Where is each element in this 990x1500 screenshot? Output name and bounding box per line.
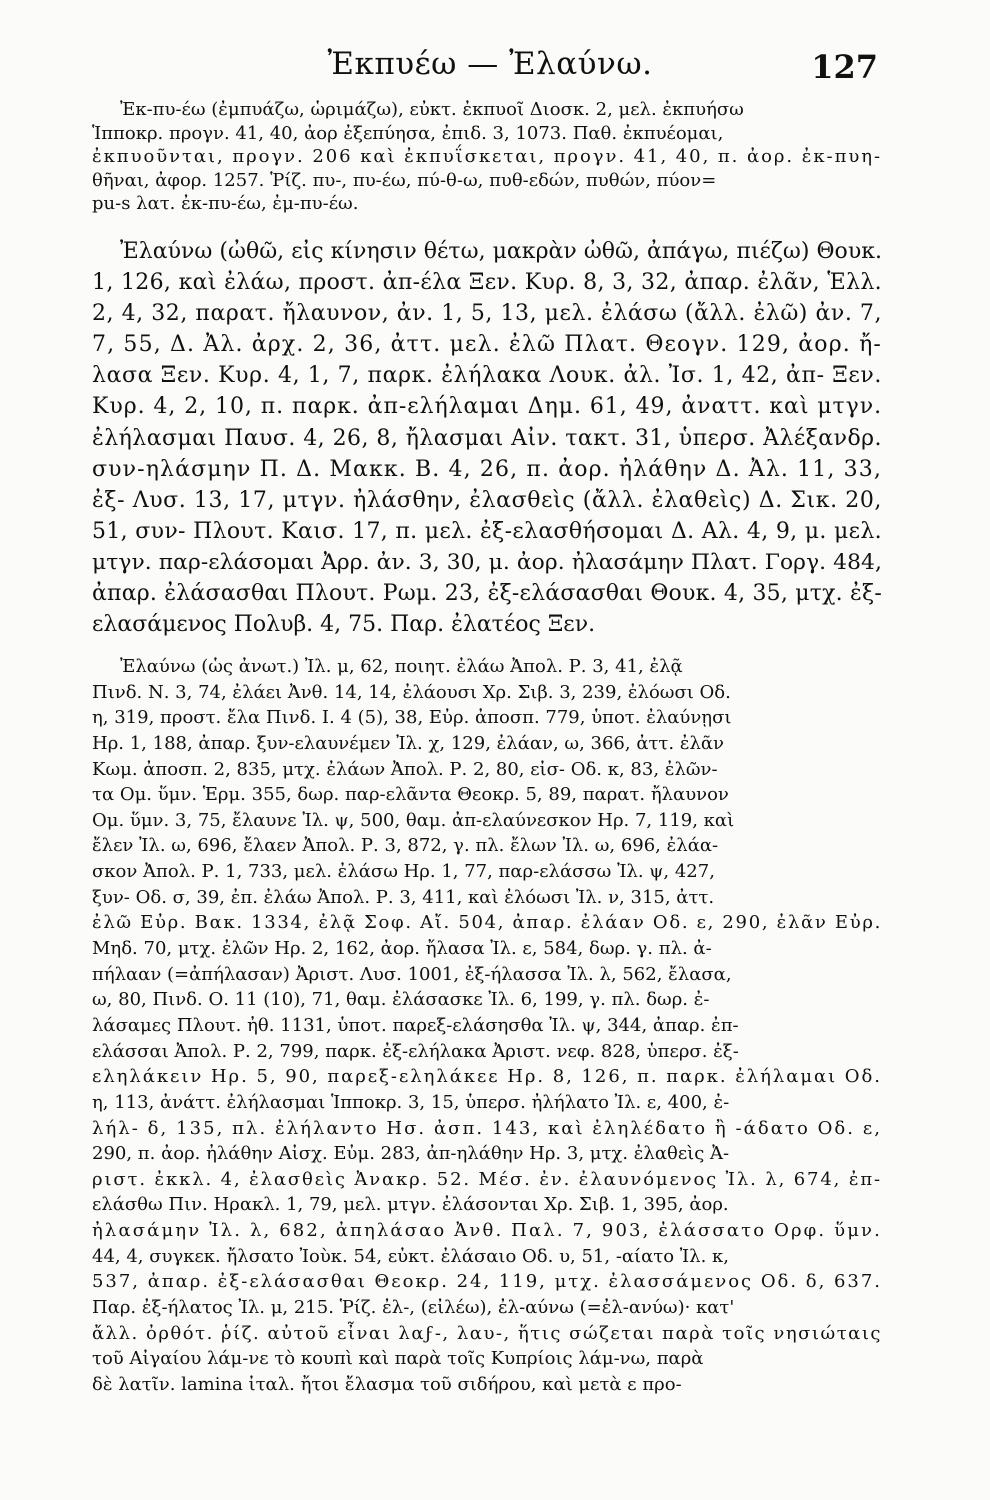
text-line: η, 319, προστ. ἔλα Πινδ. Ι. 4 (5), 38, Εὐρ. ἀποσπ. 779, ὑποτ. ἐλαύνῃσι bbox=[92, 707, 732, 729]
text-line: ξυν- Οδ. σ, 39, ἐπ. ἐλάω Ἀπολ. Ρ. 3, 411, καὶ ἐλόωσι Ἰλ. ν, 315, ἀττ. bbox=[92, 886, 715, 908]
text-line: ἐξ- Λυσ. 13, 17, μτγν. ἠλάσθην, ἐλασθεὶς (ἄλλ. ἐλαθεὶς) Δ. Σικ. 20, bbox=[92, 487, 882, 513]
text-line: 1, 126, καὶ ἐλάω, προστ. ἀπ-έλα Ξεν. Κυρ. 8, 3, 32, ἀπαρ. ἐλᾶν, Ἑλλ. bbox=[92, 270, 882, 296]
text-line: λασα Ξεν. Κυρ. 4, 1, 7, παρκ. ἐλήλακα Λουκ. ἀλ. Ἰσ. 1, 42, ἀπ- Ξεν. bbox=[92, 363, 882, 389]
text-line: ω, 80, Πινδ. Ο. 11 (10), 71, θαμ. ἐλάσασκε Ἰλ. 6, 199, γ. πλ. δωρ. ἐ- bbox=[92, 989, 710, 1011]
text-line: 7, 55, Δ. Ἀλ. ἀρχ. 2, 36, ἀττ. μελ. ἐλῶ Πλατ. Θεογν. 129, ἀορ. ἤ- bbox=[92, 332, 882, 358]
text-line: 290, π. ἀορ. ἠλάθην Αἰσχ. Εὐμ. 283, ἀπ-ηλάθην Ηρ. 3, μτχ. ἐλαθεὶς Ἀ- bbox=[92, 1143, 730, 1165]
text-line: Ηρ. 1, 188, ἀπαρ. ξυν-ελαυνέμεν Ἰλ. χ, 129, ἐλάαν, ω, 366, ἀττ. ἐλᾶν bbox=[92, 732, 724, 754]
text-line: τα Ομ. ὕμν. Ἑρμ. 355, δωρ. παρ-ελᾶντα Θεοκρ. 5, 89, παρατ. ἤλαυνον bbox=[92, 784, 729, 806]
text-line: μτγν. παρ-ελάσομαι Ἀρρ. ἀν. 3, 30, μ. ἀορ. ἠλασάμην Πλατ. Γοργ. 484, bbox=[92, 549, 882, 575]
text-line: ελάσσαι Ἀπολ. Ρ. 2, 799, παρκ. ἐξ-ελήλακα Ἀριστ. νεφ. 828, ὑπερσ. ἐξ- bbox=[92, 1040, 739, 1062]
text-line: ἄλλ. ὀρθότ. ῥίζ. αὐτοῦ εἶναι λαϝ-, λαυ-, ἥτις σώζεται παρὰ τοῖς νησιώταις bbox=[92, 1322, 882, 1344]
text-line: η, 113, ἀνάττ. ἐλήλασμαι Ἱπποκρ. 3, 15, ὑπερσ. ἠλήλατο Ἰλ. ε, 400, ἐ- bbox=[92, 1091, 730, 1113]
text-line: σκον Ἀπολ. Ρ. 1, 733, μελ. ἐλάσω Ηρ. 1, 77, παρ-ελάσσω Ἰλ. ψ, 427, bbox=[92, 861, 715, 883]
text-line: Ἐλαύνω (ὡς ἀνωτ.) Ἰλ. μ, 62, ποιητ. ἐλάω Ἀπολ. Ρ. 3, 41, ἐλᾷ bbox=[120, 656, 683, 677]
text-line: λήλ- δ, 135, πλ. ἐλήλαντο Ησ. ἀσπ. 143, καὶ ἐληλέδατο ἢ -άδατο Οδ. ε, bbox=[92, 1117, 882, 1139]
text-line: ἐλῶ Εὐρ. Βακ. 1334, ἐλᾷ Σοφ. Αἴ. 504, ἀπαρ. ἐλάαν Οδ. ε, 290, ἐλᾶν Εὐρ. bbox=[92, 912, 882, 934]
text-line: Ομ. ὕμν. 3, 75, ἔλαυνε Ἰλ. ψ, 500, θαμ. ἀπ-ελαύνεσκον Ηρ. 7, 119, καὶ bbox=[92, 809, 735, 831]
text-line: ελάσθω Πιν. Ηρακλ. 1, 79, μελ. μτγν. ἐλάσονται Χρ. Σιβ. 1, 395, ἀορ. bbox=[92, 1194, 729, 1216]
text-line: ἠλασάμην Ἰλ. λ, 682, ἀπηλάσαο Ἀνθ. Παλ. 7, 903, ἐλάσσατο Ορφ. ὕμν. bbox=[92, 1220, 882, 1242]
text-line: θῆναι, ἀφορ. 1257. Ῥίζ. πυ-, πυ-έω, πύ-θ-ω, πυθ-εδών, πυθών, πύον= bbox=[92, 169, 717, 191]
page-number: 127 bbox=[811, 48, 878, 86]
text-line: Ἐκ-πυ-έω (ἐμπυάζω, ὡριμάζω), εὐκτ. ἐκπυοῖ Διοσκ. 2, μελ. ἐκπυήσω bbox=[120, 99, 744, 120]
page-header bbox=[0, 46, 990, 96]
text-line: ἐλήλασμαι Παυσ. 4, 26, 8, ἤλασμαι Αἰν. τακτ. 31, ὑπερσ. Ἀλέξανδρ. bbox=[92, 425, 882, 451]
text-line: δὲ λατῖν. lamina ἰταλ. ἤτοι ἔλασμα τοῦ σιδήρου, καὶ μετὰ ε προ- bbox=[92, 1373, 682, 1395]
text-line: ἔλεν Ἰλ. ω, 696, ἔλαεν Ἀπολ. Ρ. 3, 872, γ. πλ. ἔλων Ἰλ. ω, 696, ἐλάα- bbox=[92, 835, 719, 857]
text-line: Μηδ. 70, μτχ. ἐλῶν Ηρ. 2, 162, ἀορ. ἤλασα Ἰλ. ε, 584, δωρ. γ. πλ. ἀ- bbox=[92, 938, 712, 960]
text-line: 44, 4, συγκεκ. ἤλσατο Ἰοὺκ. 54, εὐκτ. ἐλάσαιο Οδ. υ, 51, -αίατο Ἰλ. κ, bbox=[92, 1245, 729, 1267]
text-line: ριστ. ἐκκλ. 4, ἐλασθεὶς Ἀνακρ. 52. Μέσ. ἐν. ἐλαυνόμενος Ἰλ. λ, 674, ἐπ- bbox=[92, 1168, 882, 1190]
text-line: 537, ἀπαρ. ἐξ-ελάσασθαι Θεοκρ. 24, 119, μτχ. ἐλασσάμενος Οδ. δ, 637. bbox=[92, 1271, 882, 1293]
entry-ekpyeo bbox=[92, 98, 882, 216]
text-line: ἀπαρ. ἐλάσασθαι Πλουτ. Ρωμ. 23, ἐξ-ελάσασθαι Θουκ. 4, 35, μτχ. ἐξ- bbox=[92, 581, 882, 607]
text-line: Πινδ. Ν. 3, 74, ἐλάει Ἀνθ. 14, 14, ἐλάουσι Χρ. Σιβ. 3, 239, ἐλόωσι Οδ. bbox=[92, 681, 731, 703]
running-title: Ἐκπυέω — Ἐλαύνω. bbox=[327, 46, 653, 82]
text-line: Κωμ. ἀποσπ. 2, 835, μτχ. ἐλάων Ἀπολ. Ρ. 2, 80, εἰσ- Οδ. κ, 83, ἐλῶν- bbox=[92, 758, 718, 780]
entry-elauno-prose bbox=[92, 236, 882, 640]
text-line: pu-s λατ. ἐκ-πυ-έω, ἐμ-πυ-έω. bbox=[92, 193, 359, 214]
text-line: 51, συν- Πλουτ. Καισ. 17, π. μελ. ἐξ-ελασθήσομαι Δ. Αλ. 4, 9, μ. μελ. bbox=[92, 518, 882, 544]
text-line: Ἱπποκρ. προγν. 41, 40, ἀορ ἐξεπύησα, ἐπιδ. 3, 1073. Παθ. ἐκπυέομαι, bbox=[92, 122, 724, 144]
text-line: 2, 4, 32, παρατ. ἤλαυνον, ἀν. 1, 5, 13, μελ. ἐλάσω (ἄλλ. ἐλῶ) ἀν. 7, bbox=[92, 301, 882, 327]
entry-elauno-poetic bbox=[92, 654, 882, 1398]
text-line: Ἐλαύνω (ὠθῶ, εἰς κίνησιν θέτω, μακρὰν ὠθῶ, ἀπάγω, πιέζω) Θουκ. bbox=[120, 239, 882, 264]
text-line: Παρ. ἐξ-ήλατος Ἰλ. μ, 215. Ῥίζ. ἐλ-, (εἰλέω), ἐλ-αύνω (=ἐλ-ανύω)· κατ' bbox=[92, 1297, 735, 1319]
text-line: ελασάμενος Πολυβ. 4, 75. Παρ. ἐλατέος Ξεν. bbox=[92, 612, 596, 638]
text-line: τοῦ Αἰγαίου λάμ-νε τὸ κουπὶ καὶ παρὰ τοῖς Κυπρίοις λάμ-νω, παρὰ bbox=[92, 1348, 704, 1370]
text-line: ἐκπυοῦνται, προγν. 206 καὶ ἐκπυΐσκεται, προγν. 41, 40, π. ἀορ. ἐκ-πυη- bbox=[92, 146, 882, 167]
text-line: συν-ηλάσμην Π. Δ. Μακκ. Β. 4, 26, π. ἀορ. ἠλάθην Δ. Ἀλ. 11, 33, bbox=[92, 456, 882, 482]
text-line: εληλάκειν Ηρ. 5, 90, παρεξ-εληλάκεε Ηρ. 8, 126, π. παρκ. ἐλήλαμαι Οδ. bbox=[92, 1066, 882, 1088]
text-line: λάσαμες Πλουτ. ἠθ. 1131, ὑποτ. παρεξ-ελάσησθα Ἰλ. ψ, 344, ἀπαρ. ἐπ- bbox=[92, 1014, 739, 1036]
text-line: πήλααν (=ἀπήλασαν) Ἀριστ. Λυσ. 1001, ἐξ-ήλασσα Ἰλ. λ, 562, ἔλασα, bbox=[92, 963, 732, 985]
text-line: Κυρ. 4, 2, 10, π. παρκ. ἀπ-ελήλαμαι Δημ. 61, 49, ἀναττ. καὶ μτγν. bbox=[92, 394, 882, 420]
